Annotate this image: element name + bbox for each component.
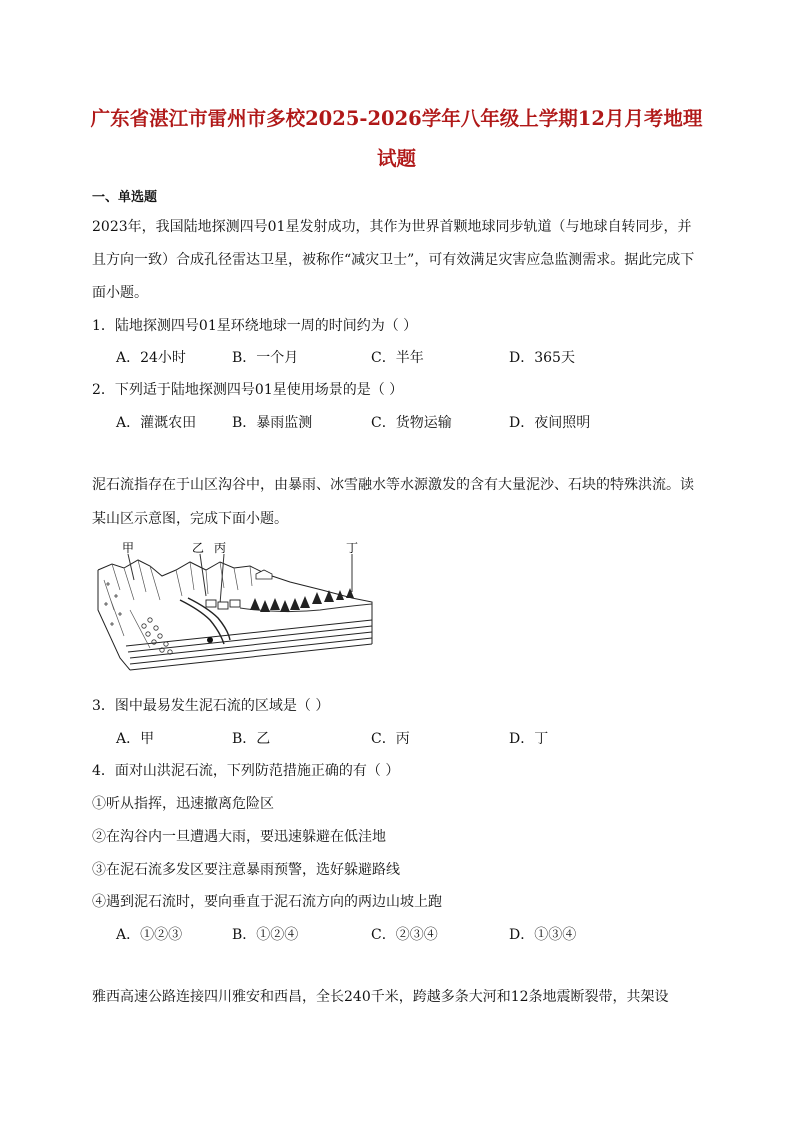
q1-option-c: C．半年 [371,350,424,366]
q3-stem: 3．图中最易发生泥石流的区域是（ ） [92,698,330,714]
q2-option-c: C．货物运输 [371,415,452,431]
q2-stem: 2．下列适于陆地探测四号01星使用场景的是（ ） [92,382,404,398]
q3-option-d: D．丁 [509,731,549,747]
q2-option-d: D．夜间照明 [509,415,591,431]
block-left-edge [98,570,130,670]
q4-item-4: ④遇到泥石流时，要向垂直于泥石流方向的两边山坡上跑 [92,894,442,910]
q2-option-a: A．灌溉农田 [116,415,197,431]
q3-option-a: A．甲 [116,731,155,747]
q4-option-c: C．②③④ [371,927,438,943]
mountain-area-diagram [90,540,380,680]
q1-stem: 1．陆地探测四号01星环绕地球一周的时间约为（ ） [92,318,418,334]
intro2-line2: 某山区示意图，完成下面小题。 [92,511,288,527]
q4-option-a: A．①②③ [116,927,183,943]
q4-option-d: D．①③④ [509,927,577,943]
village [206,600,240,609]
intro1-line1: 2023年，我国陆地探测四号01星发射成功，其作为世界首颗地球同步轨道（与地球自转同步，并 [92,219,692,235]
q3-option-c: C．丙 [371,731,410,747]
label-yi: 乙 [192,541,205,555]
q2-option-b: B．暴雨监测 [232,415,313,431]
label-bing: 丙 [214,541,227,555]
q1-option-d: D．365天 [509,350,575,366]
page-title: 广东省湛江市雷州市多校2025-2026学年八年级上学期12月月考地理 [90,107,703,130]
q4-stem: 4．面对山洪泥石流，下列防范措施正确的有（ ） [92,763,400,779]
intro3-line1: 雅西高速公路连接四川雅安和西昌，全长240千米，跨越多条大河和12条地震断裂带，共架设 [92,989,669,1005]
q3-option-b: B．乙 [232,731,271,747]
q4-option-b: B．①②④ [232,927,299,943]
section-heading: 一、单选题 [92,190,158,205]
q4-item-1: ①听从指挥，迅速撤离危险区 [92,796,274,812]
intro1-line3: 面小题。 [92,285,148,301]
q1-option-b: B．一个月 [232,350,299,366]
q4-item-3: ③在泥石流多发区要注意暴雨预警，选好躲避路线 [92,862,400,878]
q1-option-a: A．24小时 [116,350,186,366]
intro2-line1: 泥石流指存在于山区沟谷中，由暴雨、冰雪融水等水源激发的含有大量泥沙、石块的特殊洪流。读 [92,477,694,493]
label-ding: 丁 [346,541,359,555]
q4-item-2: ②在沟谷内一旦遭遇大雨，要迅速躲避在低洼地 [92,829,386,845]
intro1-line2: 且方向一致）合成孔径雷达卫星，被称作“减灾卫士”，可有效满足灾害应急监测需求。据此完成下 [92,252,695,268]
label-jia: 甲 [122,541,135,555]
page-title-line2: 试题 [376,147,416,170]
